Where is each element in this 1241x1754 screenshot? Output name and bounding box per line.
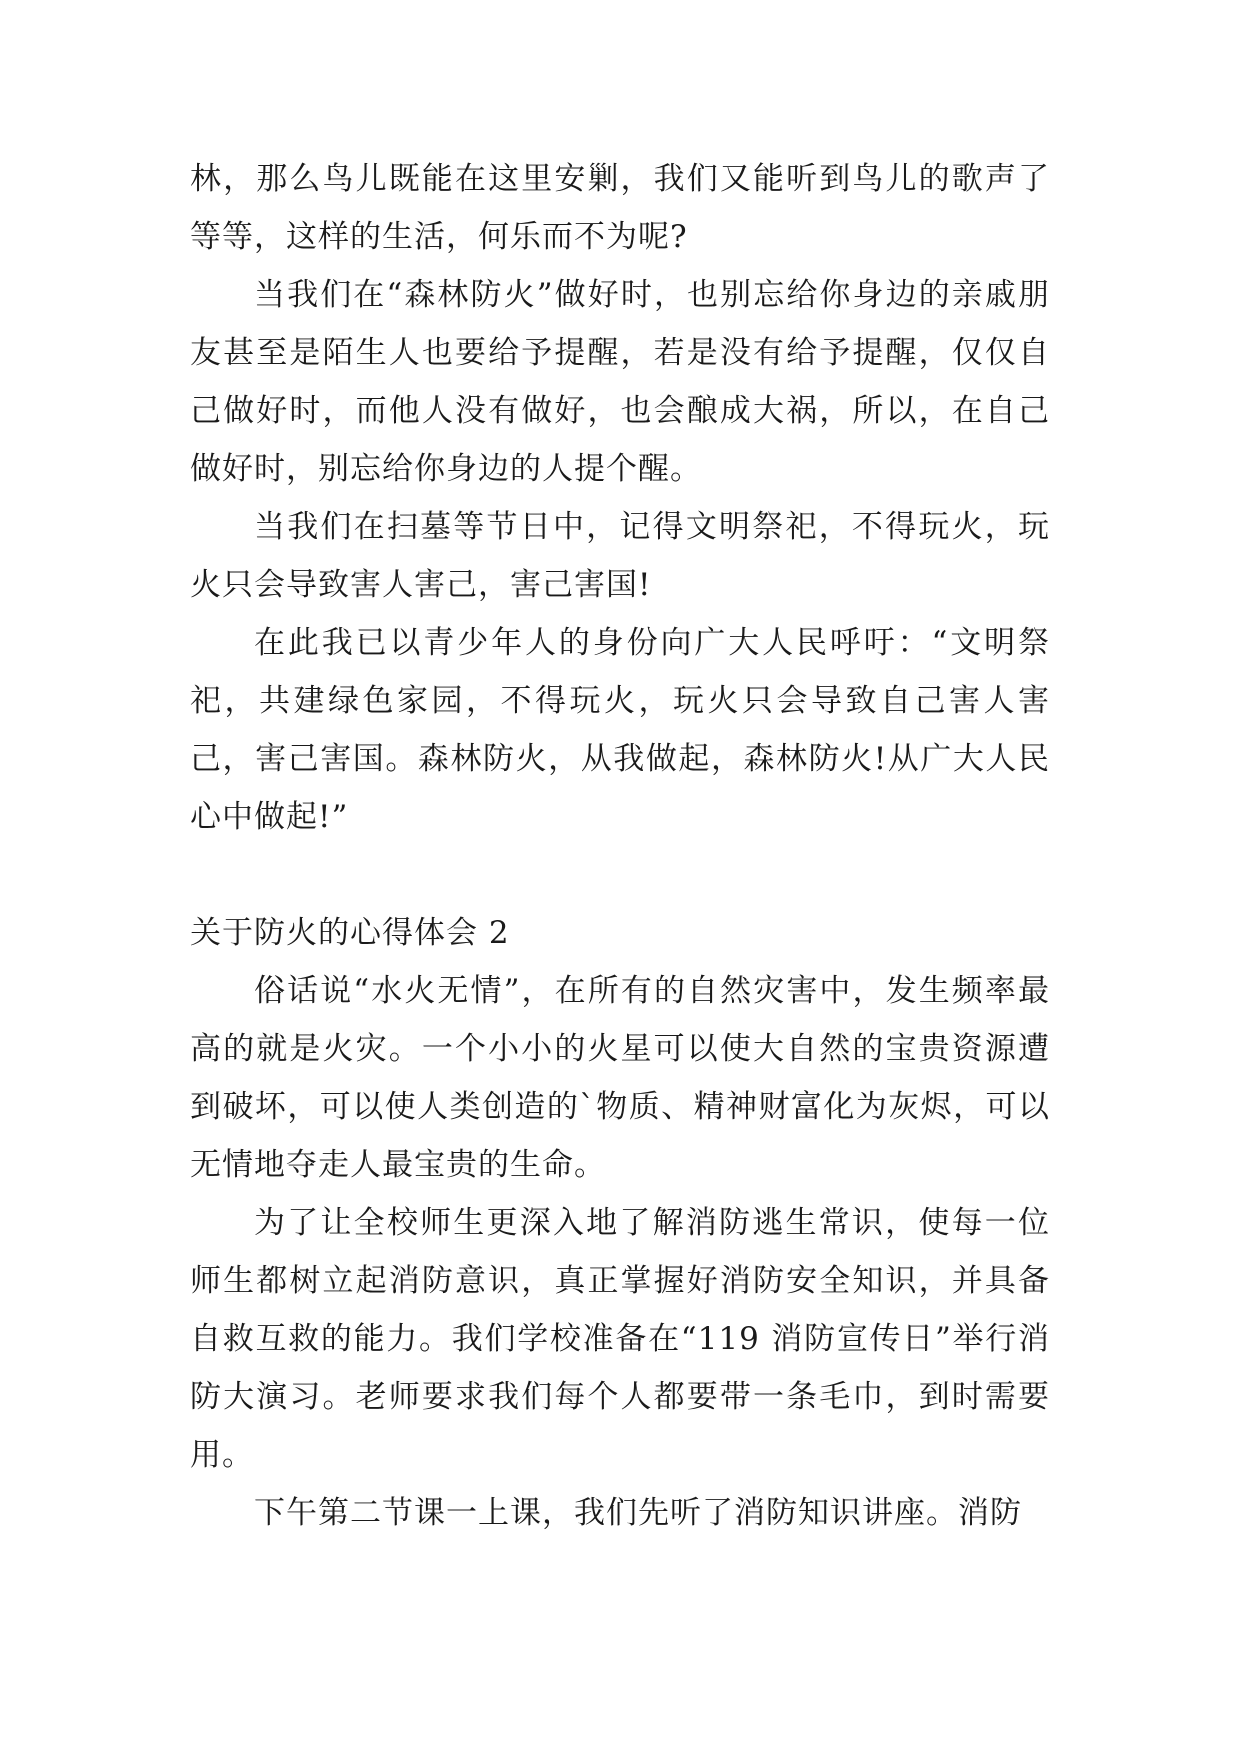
- document-body: [190, 150, 1050, 1542]
- paragraph: 在此我已以青少年人的身份向广大人民呼吁：“文明祭祀，共建绿色家园，不得玩火，玩火只会导致自己害人害己，害己害国。森林防火，从我做起，森林防火!从广大人民心中做起!”: [190, 625, 1050, 835]
- section-heading: 关于防火的心得体会 2: [190, 915, 510, 951]
- section-spacer: [190, 846, 1050, 904]
- paragraph: 当我们在“森林防火”做好时，也别忘给你身边的亲戚朋友甚至是陌生人也要给予提醒，若是没有给予提醒，仅仅自己做好时，而他人没有做好，也会酿成大祸，所以，在自己做好时，别忘给你身边的人提个醒。: [190, 277, 1050, 487]
- paragraph: 下午第二节课一上课，我们先听了消防知识讲座。消防: [254, 1495, 1022, 1531]
- paragraph: 为了让全校师生更深入地了解消防逃生常识，使每一位师生都树立起消防意识，真正掌握好消防安全知识，并具备自救互救的能力。我们学校准备在“119 消防宣传日”举行消防大演习。老师要求我们每个人都要带一条毛巾，到时需要用。: [190, 1205, 1050, 1473]
- paragraph: 俗话说“水火无情”，在所有的自然灾害中，发生频率最高的就是火灾。一个小小的火星可以使大自然的宝贵资源遭到破坏，可以使人类创造的`物质、精神财富化为灰烬，可以无情地夺走人最宝贵的生命。: [190, 973, 1050, 1183]
- paragraph-continuation: 林，那么鸟儿既能在这里安剿，我们又能听到鸟儿的歌声了等等，这样的生活，何乐而不为呢?: [190, 161, 1050, 255]
- paragraph: 当我们在扫墓等节日中，记得文明祭祀，不得玩火，玩火只会导致害人害己，害己害国!: [190, 509, 1050, 603]
